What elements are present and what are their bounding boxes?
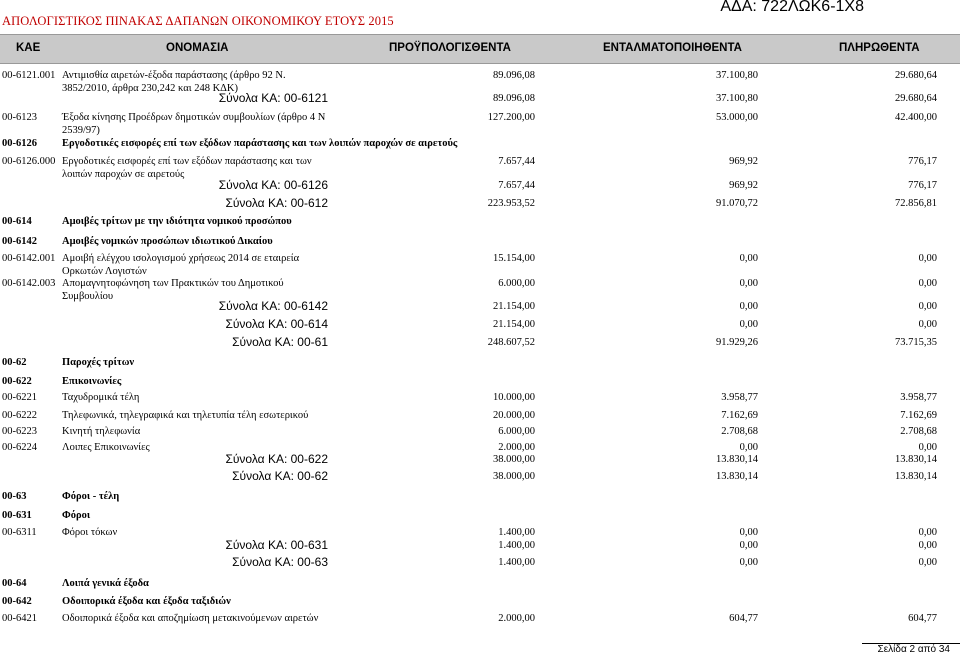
budget-value: 7.657,44 [498, 180, 535, 191]
column-header-ka: ΚΑΕ [16, 42, 41, 54]
total-label: Σύνολα ΚΑ: 00-6142 [218, 299, 328, 313]
row-code: 00-63 [2, 491, 27, 502]
committed-value: 91.929,26 [716, 337, 758, 348]
row-name: Ταχυδρομικά τέλη [62, 392, 140, 403]
row-code: 00-622 [2, 376, 32, 387]
paid-value: 2.708,68 [900, 426, 937, 437]
budget-value: 20.000,00 [493, 410, 535, 421]
committed-value: 0,00 [739, 278, 758, 289]
row-name: Αντιμισθία αιρετών-έξοδα παράστασης (άρθρο 92 Ν. [62, 70, 286, 81]
committed-value: 0,00 [739, 301, 758, 312]
committed-value: 604,77 [729, 613, 758, 624]
row-name: Αμοιβές νομικών προσώπων ιδιωτικού Δικαίου [62, 236, 273, 247]
budget-value: 6.000,00 [498, 278, 535, 289]
row-name: Φόροι - τέλη [62, 491, 120, 502]
budget-value: 2.000,00 [498, 613, 535, 624]
committed-value: 0,00 [739, 253, 758, 264]
total-label: Σύνολα ΚΑ: 00-62 [232, 469, 328, 483]
row-name: Φόροι τόκων [62, 527, 118, 538]
paid-value: 0,00 [918, 278, 937, 289]
paid-value: 0,00 [918, 540, 937, 551]
row-code: 00-614 [2, 216, 32, 227]
row-name-continued: Συμβουλίου [62, 291, 114, 302]
budget-value: 89.096,08 [493, 93, 535, 104]
paid-value: 73.715,35 [895, 337, 937, 348]
committed-value: 53.000,00 [716, 112, 758, 123]
row-name: Λοιπες Επικοινωνίες [62, 442, 150, 453]
budget-value: 127.200,00 [487, 112, 535, 123]
total-label: Σύνολα ΚΑ: 00-631 [225, 538, 328, 552]
paid-value: 0,00 [918, 557, 937, 568]
paid-value: 0,00 [918, 301, 937, 312]
budget-value: 7.657,44 [498, 156, 535, 167]
row-name: Επικοινωνίες [62, 376, 122, 387]
paid-value: 29.680,64 [895, 70, 937, 81]
paid-value: 776,17 [908, 156, 937, 167]
committed-value: 0,00 [739, 442, 758, 453]
paid-value: 7.162,69 [900, 410, 937, 421]
row-code: 00-6223 [2, 426, 37, 437]
total-label: Σύνολα ΚΑ: 00-63 [232, 555, 328, 569]
row-code: 00-6126.000 [2, 156, 56, 167]
committed-value: 0,00 [739, 540, 758, 551]
row-code: 00-642 [2, 596, 32, 607]
paid-value: 29.680,64 [895, 93, 937, 104]
total-label: Σύνολα ΚΑ: 00-614 [225, 317, 328, 331]
paid-value: 13.830,14 [895, 454, 937, 465]
column-header-budget: ΠΡΟΫΠΟΛΟΓΙΣΘΕΝΤΑ [389, 42, 511, 54]
paid-value: 0,00 [918, 319, 937, 330]
budget-value: 1.400,00 [498, 557, 535, 568]
ada-code: ΑΔΑ: 722ΛΩΚ6-1Χ8 [720, 0, 864, 15]
budget-value: 21.154,00 [493, 301, 535, 312]
paid-value: 776,17 [908, 180, 937, 191]
paid-value: 72.856,81 [895, 198, 937, 209]
budget-value: 15.154,00 [493, 253, 535, 264]
total-label: Σύνολα ΚΑ: 00-612 [225, 196, 328, 210]
committed-value: 37.100,80 [716, 70, 758, 81]
row-name: Απομαγνητοφώνηση των Πρακτικών του Δημοτικού [62, 278, 284, 289]
table-header [0, 34, 960, 64]
budget-value: 10.000,00 [493, 392, 535, 403]
budget-value: 6.000,00 [498, 426, 535, 437]
row-code: 00-6123 [2, 112, 37, 123]
row-name-continued: λοιπών παροχών σε αιρετούς [62, 169, 185, 180]
row-name: Λοιπά γενικά έξοδα [62, 578, 149, 589]
row-code: 00-631 [2, 510, 32, 521]
committed-value: 13.830,14 [716, 471, 758, 482]
row-code: 00-6126 [2, 138, 37, 149]
committed-value: 13.830,14 [716, 454, 758, 465]
committed-value: 0,00 [739, 319, 758, 330]
row-name: Αμοιβές τρίτων με την ιδιότητα νομικού προσώπου [62, 216, 292, 227]
row-code: 00-6311 [2, 527, 37, 538]
row-name: Εργοδοτικές εισφορές επί των εξόδων παράστασης και των [62, 156, 312, 167]
row-name: Οδοιπορικά έξοδα και αποζημίωση μετακινούμενων αιρετών [62, 613, 319, 624]
budget-value: 2.000,00 [498, 442, 535, 453]
paid-value: 604,77 [908, 613, 937, 624]
row-name-continued: 2539/97) [62, 125, 100, 136]
committed-value: 0,00 [739, 557, 758, 568]
paid-value: 42.400,00 [895, 112, 937, 123]
row-name-continued: Ορκωτών Λογιστών [62, 266, 147, 277]
row-code: 00-6142 [2, 236, 37, 247]
row-code: 00-62 [2, 357, 27, 368]
budget-value: 21.154,00 [493, 319, 535, 330]
report-title: ΑΠΟΛΟΓΙΣΤΙΚΟΣ ΠΙΝΑΚΑΣ ΔΑΠΑΝΩΝ ΟΙΚΟΝΟΜΙΚΟΥ ΕΤΟΥΣ 2015 [2, 14, 394, 28]
row-name: Κινητή τηλεφωνία [62, 426, 141, 437]
committed-value: 37.100,80 [716, 93, 758, 104]
row-code: 00-6121.001 [2, 70, 56, 81]
budget-value: 1.400,00 [498, 540, 535, 551]
paid-value: 3.958,77 [900, 392, 937, 403]
budget-value: 38.000,00 [493, 454, 535, 465]
paid-value: 0,00 [918, 442, 937, 453]
column-header-paid: ΠΛΗΡΩΘΕΝΤΑ [839, 42, 920, 54]
budget-value: 248.607,52 [487, 337, 535, 348]
committed-value: 0,00 [739, 527, 758, 538]
budget-value: 38.000,00 [493, 471, 535, 482]
row-code: 00-6142.001 [2, 253, 56, 264]
row-name: Φόροι [62, 510, 91, 521]
page-number: Σελίδα 2 από 34 [877, 644, 950, 655]
row-name-continued: 3852/2010, άρθρα 230,242 και 248 ΚΔΚ) [62, 83, 238, 94]
committed-value: 91.070,72 [716, 198, 758, 209]
row-code: 00-6222 [2, 410, 37, 421]
row-code: 00-6142.003 [2, 278, 56, 289]
total-label: Σύνολα ΚΑ: 00-6126 [218, 178, 328, 192]
row-name: Οδοιπορικά έξοδα και έξοδα ταξιδιών [62, 596, 231, 607]
column-header-committed: ΕΝΤΑΛΜΑΤΟΠΟΙΗΘΕΝΤΑ [603, 42, 742, 54]
total-label: Σύνολα ΚΑ: 00-622 [225, 452, 328, 466]
committed-value: 3.958,77 [721, 392, 758, 403]
committed-value: 7.162,69 [721, 410, 758, 421]
row-code: 00-6421 [2, 613, 37, 624]
row-name: Έξοδα κίνησης Προέδρων δημοτικών συμβουλίων (άρθρο 4 Ν [62, 112, 326, 123]
row-code: 00-64 [2, 578, 27, 589]
budget-value: 89.096,08 [493, 70, 535, 81]
row-name: Παροχές τρίτων [62, 357, 135, 368]
paid-value: 0,00 [918, 527, 937, 538]
column-header-name: ΟΝΟΜΑΣΙΑ [166, 42, 229, 54]
committed-value: 969,92 [729, 156, 758, 167]
row-name: Τηλεφωνικά, τηλεγραφικά και τηλετυπία τέλη εσωτερικού [62, 410, 309, 421]
total-label: Σύνολα ΚΑ: 00-61 [232, 335, 328, 349]
row-name: Εργοδοτικές εισφορές επί των εξόδων παράστασης και των λοιπών παροχών σε αιρετούς [62, 138, 458, 149]
committed-value: 969,92 [729, 180, 758, 191]
row-code: 00-6224 [2, 442, 37, 453]
paid-value: 13.830,14 [895, 471, 937, 482]
total-label: Σύνολα ΚΑ: 00-6121 [218, 91, 328, 105]
paid-value: 0,00 [918, 253, 937, 264]
budget-value: 223.953,52 [487, 198, 535, 209]
committed-value: 2.708,68 [721, 426, 758, 437]
budget-value: 1.400,00 [498, 527, 535, 538]
row-name: Αμοιβή ελέγχου ισολογισμού χρήσεως 2014 σε εταιρεία [62, 253, 300, 264]
row-code: 00-6221 [2, 392, 37, 403]
